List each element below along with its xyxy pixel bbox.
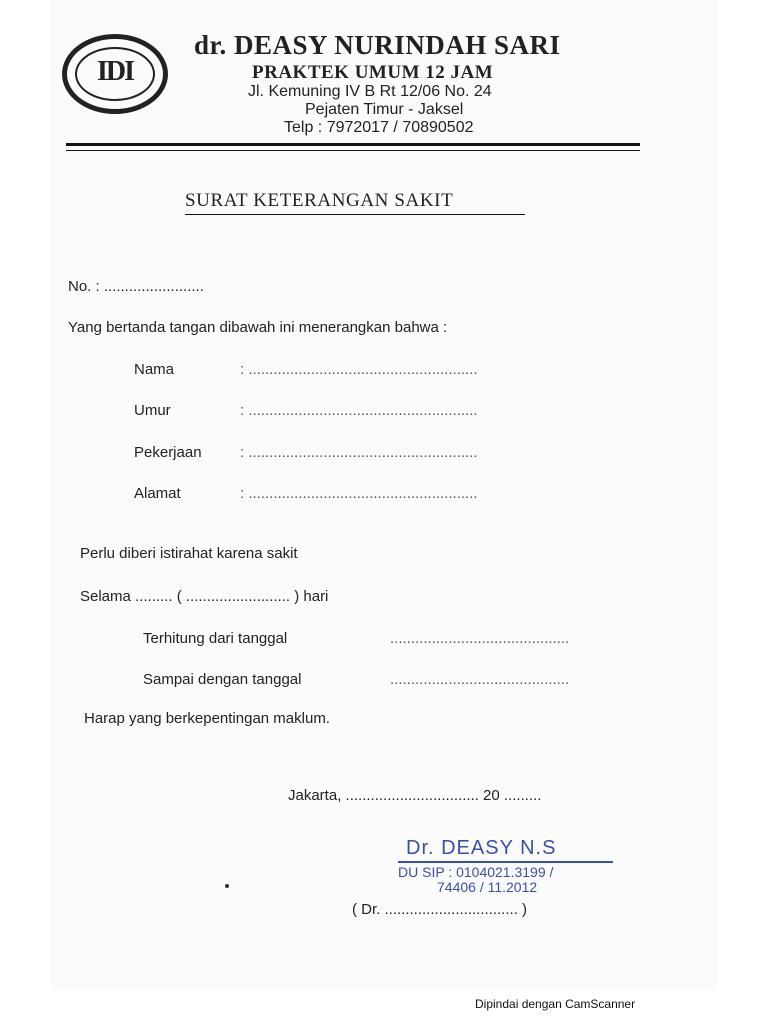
- title-underline: [185, 214, 525, 215]
- field-label-umur: Umur: [134, 402, 171, 419]
- stamp-sip-line-1: DU SIP : 0104021.3199 /: [398, 864, 554, 880]
- duration-line: Selama ......... ( ......................... ) hari: [80, 588, 329, 605]
- doctor-name: dr. DEASY NURINDAH SARI: [194, 30, 561, 60]
- closing-text: Harap yang berkepentingan maklum.: [84, 710, 330, 727]
- document-title: SURAT KETERANGAN SAKIT: [185, 190, 454, 211]
- to-date-label: Sampai dengan tanggal: [143, 671, 302, 688]
- phone: Telp : 7972017 / 70890502: [284, 119, 474, 136]
- rest-statement: Perlu diberi istirahat karena sakit: [80, 545, 298, 562]
- field-label-nama: Nama: [134, 361, 175, 378]
- stray-dot: [225, 884, 229, 888]
- from-date-label: Terhitung dari tanggal: [143, 630, 288, 647]
- field-value-alamat: : .......................................................: [240, 485, 478, 502]
- signature-line: ( Dr. ................................ ): [352, 901, 528, 918]
- from-date-value: ...........................................: [390, 630, 570, 647]
- to-date-value: ...........................................: [390, 671, 570, 688]
- place-date: Jakarta, ................................ 20 .........: [288, 787, 542, 804]
- document-number: No. : ........................: [68, 278, 204, 295]
- header-rule-thick: [66, 143, 640, 146]
- intro-text: Yang bertanda tangan dibawah ini menerangkan bahwa :: [68, 319, 448, 336]
- field-value-umur: : .......................................................: [240, 402, 478, 419]
- scanner-footer: Dipindai dengan CamScanner: [475, 997, 636, 1011]
- field-label-alamat: Alamat: [134, 485, 181, 502]
- header-rule-thin: [66, 150, 640, 151]
- stamp-name: Dr. DEASY N.S: [406, 837, 557, 859]
- stamp-underline: [398, 861, 613, 863]
- stamp-sip-line-2: 74406 / 11.2012: [437, 879, 538, 895]
- address-line-1: Jl. Kemuning IV B Rt 12/06 No. 24: [248, 83, 492, 100]
- field-value-pekerjaan: : .......................................................: [240, 444, 478, 461]
- field-label-pekerjaan: Pekerjaan: [134, 444, 202, 461]
- address-line-2: Pejaten Timur - Jaksel: [305, 101, 464, 118]
- practice-hours: PRAKTEK UMUM 12 JAM: [252, 62, 494, 83]
- idi-logo: IDI: [62, 34, 168, 114]
- field-value-nama: : .......................................................: [240, 361, 478, 378]
